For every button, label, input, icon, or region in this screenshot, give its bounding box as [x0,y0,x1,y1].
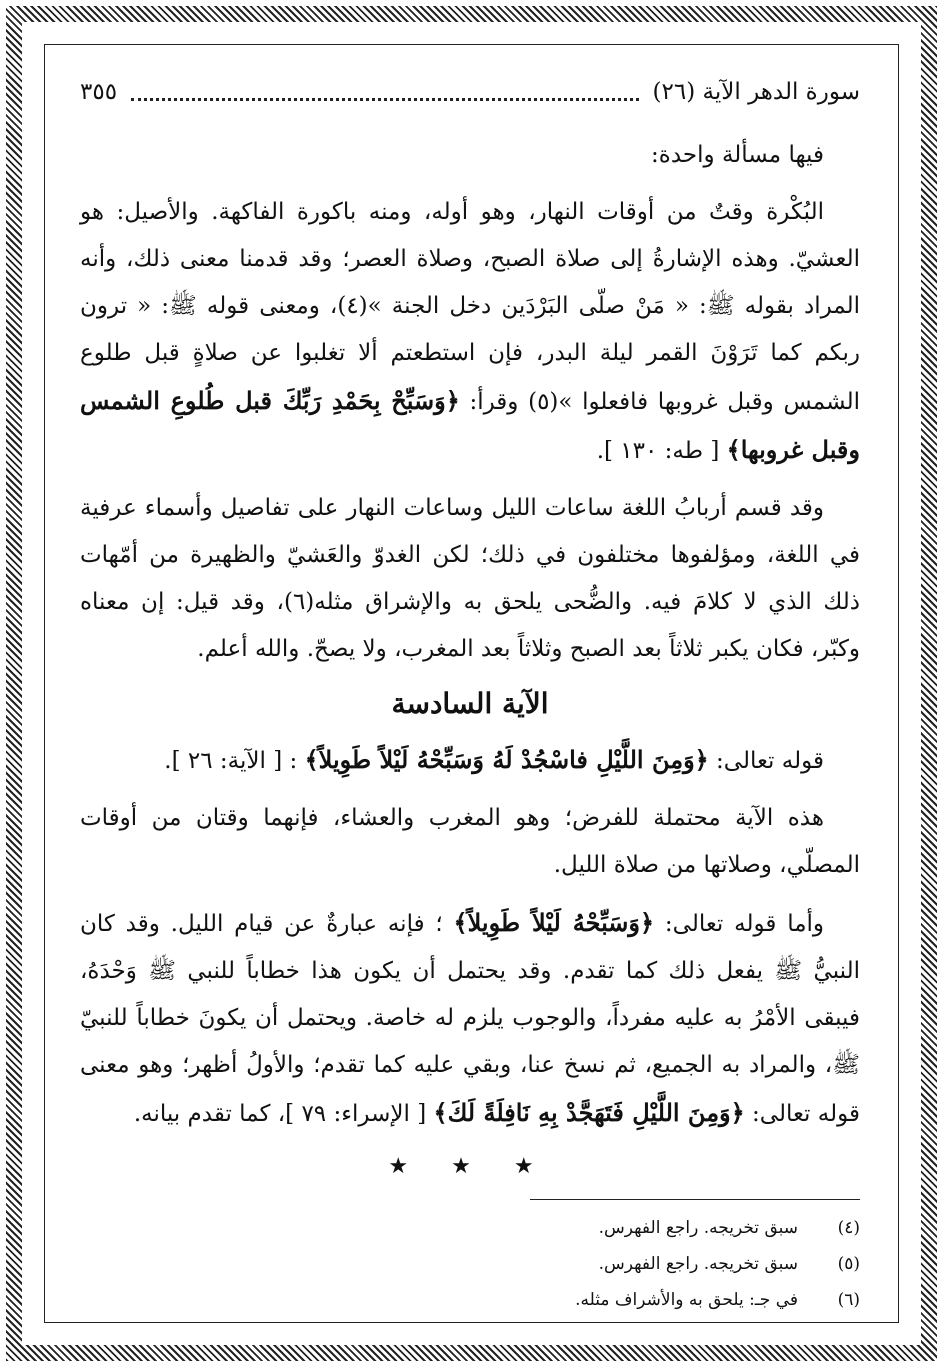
section-title: الآية السادسة [391,687,549,720]
quran-verse-tasbih: ﴿وَسَبِّحْهُ لَيْلاً طَوِيلاً﴾ [453,908,655,937]
paragraph-6-text: ؛ فإنه عبارةٌ عن قيام الليل. وقد كان النبيُّ ﷺ يفعل ذلك كما تقدم. وقد يحتمل أن يكون هذا خطاباً للنبي ﷺ وَحْدَهُ، فيبقى الأمْرُ به عليه مفرداً، والوجوب يلزم له خاصة. ويحتمل أن يكونَ خطاباً للنبيّ ﷺ، والمراد به الجميع، ثم نسخ عنا، وبقي عليه كما تقدم؛ والأولُ أظهر؛ وهو معنى قوله تعالى: [80,911,860,1127]
paragraph-1: فيها مسألة واحدة: [651,142,824,168]
footnote-4 [80,1210,860,1246]
header-title: سورة الدهر الآية (٢٦) [652,79,860,105]
footnote-number: (٤) [837,1218,860,1238]
paragraph-2-text: البُكْرة وقتٌ من أوقات النهار، وهو أوله، ومنه باكورة الفاكهة. والأصيل: هو العشيّ. وهذه الإشارةُ إلى صلاة الصبح، وصلاة العصر؛ وقد قدمنا معنى ذلك، وأنه المراد بقوله ﷺ: « مَنْ صلّى البَرْدَين دخل الجنة »(٤)، ومعنى قوله ﷺ: « ترون ربكم كما تَرَوْنَ القمر ليلة البدر، فإن استطعتم ألا تغلبوا عن صلاةٍ قبل طلوع الشمس وقبل غروبها فافعلوا »(٥) وقرأ: [80,199,860,415]
paragraph-3: وقد قسم أربابُ اللغة ساعات الليل وساعات النهار على تفاصيل وأسماء عرفية في اللغة، ومؤلفوها مختلفون في ذلك؛ لكن الغدوّ والعَشيّ والظهيرة من أمّهات ذلك الذي لا كلامَ فيه. والضُّحى يلحق به والإشراق مثله(٦)، وقد قيل: إن معناه وكبّر، فكان يكبر ثلاثاً بعد الصبح وثلاثاً بعد المغرب، ولا يصحّ. والله أعلم. [80,495,860,662]
paragraph-4-intro: قوله تعالى: [716,748,824,774]
quran-verse-isra: ﴿وَمِنَ اللَّيْلِ فَتَهَجَّدْ بِهِ نَافِلَةً لَكَ﴾ [433,1098,745,1127]
paragraph-6-intro: وأما قوله تعالى: [664,911,825,937]
footnote-rule [530,1199,860,1200]
paragraph-4 [80,736,860,785]
footnote-number: (٦) [837,1290,860,1310]
footnote-text: في جـ: يلحق به والأشراف مثله. [575,1290,798,1310]
verse-reference-taha: [ طه: ١٣٠ ]. [596,438,720,464]
footnote-text: سبق تخريجه. راجع الفهرس. [598,1218,798,1238]
paragraph-6 [80,899,860,1138]
quran-verse-taha: ﴿وَسَبِّحْ بِحَمْدِ رَبِّكَ قبل طُلوعِ الشمس وقبل غروبها﴾ [80,386,860,464]
running-header [80,70,860,114]
section-separator-stars: ★ ★ ★ [388,1154,552,1179]
header-dots [131,84,638,101]
footnote-text: سبق تخريجه. راجع الفهرس. [598,1254,798,1274]
paragraph-2 [80,189,860,475]
paragraph-6-end: [ الإسراء: ٧٩ ]، كما تقدم بيانه. [133,1101,427,1127]
footnote-number: (٥) [837,1254,860,1274]
page-content [80,70,860,1318]
footnote-6 [80,1282,860,1318]
page-number: ٣٥٥ [80,79,118,105]
paragraph-5: هذه الآية محتملة للفرض؛ وهو المغرب والعشاء، فإنهما وقتان من أوقات المصلّي، وصلاتها من صلاة الليل. [80,805,860,878]
quran-verse-26: ﴿وَمِنَ اللَّيْلِ فاسْجُدْ لَهُ وَسَبِّحْهُ لَيْلاً طَوِيلاً﴾ [304,745,709,774]
verse-reference-26: : [ الآية: ٢٦ ]. [164,748,298,774]
footnote-5 [80,1246,860,1282]
